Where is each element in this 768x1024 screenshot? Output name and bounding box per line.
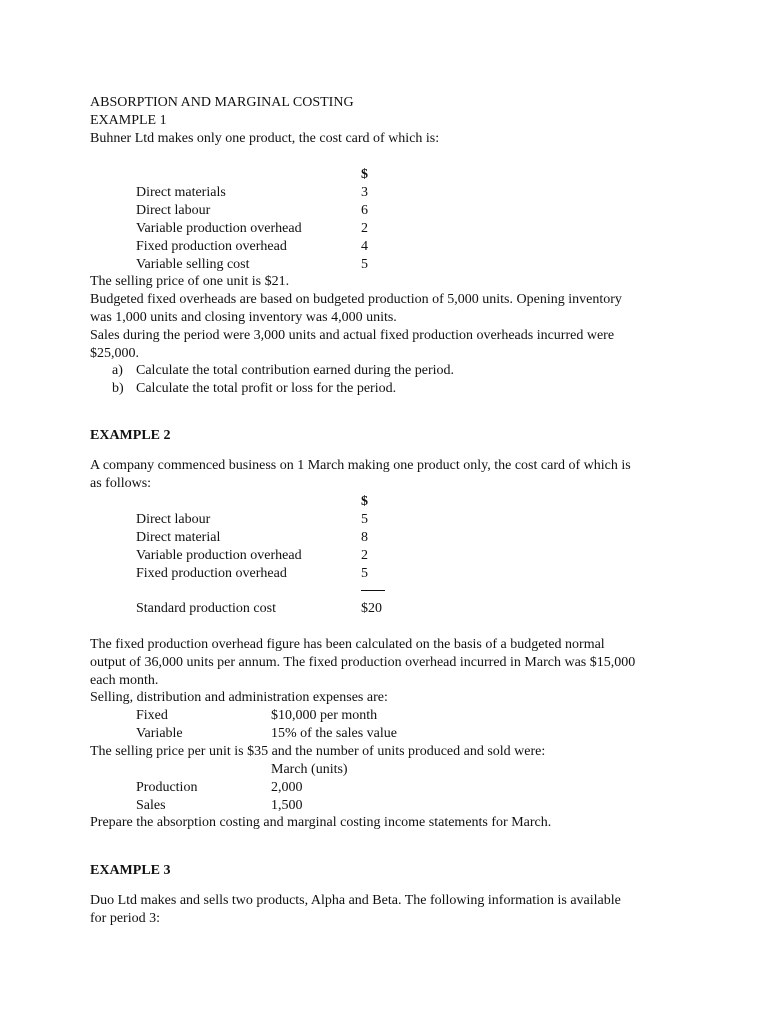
cost-item-value: 5 <box>361 566 368 581</box>
units-header: March (units) <box>271 762 348 777</box>
example2-task: Prepare the absorption costing and marginal costing income statements for March. <box>90 815 552 830</box>
cost-item-label: Variable production overhead <box>136 548 302 563</box>
example1-paragraph: Budgeted fixed overheads are based on budgeted production of 5,000 units. Opening inventory <box>90 292 622 307</box>
question-marker: b) <box>112 381 124 396</box>
cost-item-value: 2 <box>361 548 368 563</box>
cost-item-label: Direct materials <box>136 185 226 200</box>
example2-paragraph: output of 36,000 units per annum. The fixed production overhead incurred in March was $15,000 <box>90 655 636 670</box>
cost-item-label: Variable production overhead <box>136 221 302 236</box>
cost-item-value: 8 <box>361 530 368 545</box>
question-text: Calculate the total contribution earned during the period. <box>136 363 455 378</box>
cost-item-label: Fixed production overhead <box>136 566 287 581</box>
expense-label: Variable <box>136 726 183 741</box>
expense-value: $10,000 per month <box>271 708 378 723</box>
units-value: 1,500 <box>271 798 303 813</box>
example3-heading: EXAMPLE 3 <box>90 863 171 878</box>
example2-intro: A company commenced business on 1 March making one product only, the cost card of which is <box>90 458 631 473</box>
expense-label: Fixed <box>136 708 168 723</box>
cost-item-value: 5 <box>361 257 368 272</box>
question-text: Calculate the total profit or loss for the period. <box>136 381 397 396</box>
total-label: Standard production cost <box>136 601 276 616</box>
cost-item-value: 3 <box>361 185 368 200</box>
example2-price-line: The selling price per unit is $35 and the number of units produced and sold were: <box>90 744 546 759</box>
total-underline <box>361 590 385 591</box>
cost-item-value: 4 <box>361 239 368 254</box>
example1-intro: Buhner Ltd makes only one product, the cost card of which is: <box>90 131 440 146</box>
example3-intro: for period 3: <box>90 911 160 926</box>
cost-item-value: 6 <box>361 203 368 218</box>
question-marker: a) <box>112 363 123 378</box>
units-label: Sales <box>136 798 166 813</box>
cost-item-label: Direct labour <box>136 512 211 527</box>
expense-value: 15% of the sales value <box>271 726 397 741</box>
example1-currency-header: $ <box>361 167 368 182</box>
example1-paragraph: $25,000. <box>90 346 139 361</box>
units-value: 2,000 <box>271 780 303 795</box>
example2-heading: EXAMPLE 2 <box>90 428 171 443</box>
example2-intro: as follows: <box>90 476 152 491</box>
cost-item-label: Fixed production overhead <box>136 239 287 254</box>
cost-item-label: Direct labour <box>136 203 211 218</box>
total-value: $20 <box>361 601 382 616</box>
example2-paragraph: The fixed production overhead figure has been calculated on the basis of a budgeted normal <box>90 637 605 652</box>
cost-item-label: Variable selling cost <box>136 257 250 272</box>
example2-expenses-intro: Selling, distribution and administration expenses are: <box>90 690 388 705</box>
example1-selling-price: The selling price of one unit is $21. <box>90 274 290 289</box>
example1-paragraph: was 1,000 units and closing inventory was 4,000 units. <box>90 310 397 325</box>
cost-item-value: 2 <box>361 221 368 236</box>
document-title: ABSORPTION AND MARGINAL COSTING <box>90 95 354 110</box>
example1-paragraph: Sales during the period were 3,000 units and actual fixed production overheads incurred were <box>90 328 615 343</box>
example1-heading: EXAMPLE 1 <box>90 113 167 128</box>
example3-intro: Duo Ltd makes and sells two products, Alpha and Beta. The following information is available <box>90 893 621 908</box>
units-label: Production <box>136 780 198 795</box>
example2-paragraph: each month. <box>90 673 159 688</box>
example2-currency-header: $ <box>361 494 368 509</box>
cost-item-value: 5 <box>361 512 368 527</box>
cost-item-label: Direct material <box>136 530 221 545</box>
